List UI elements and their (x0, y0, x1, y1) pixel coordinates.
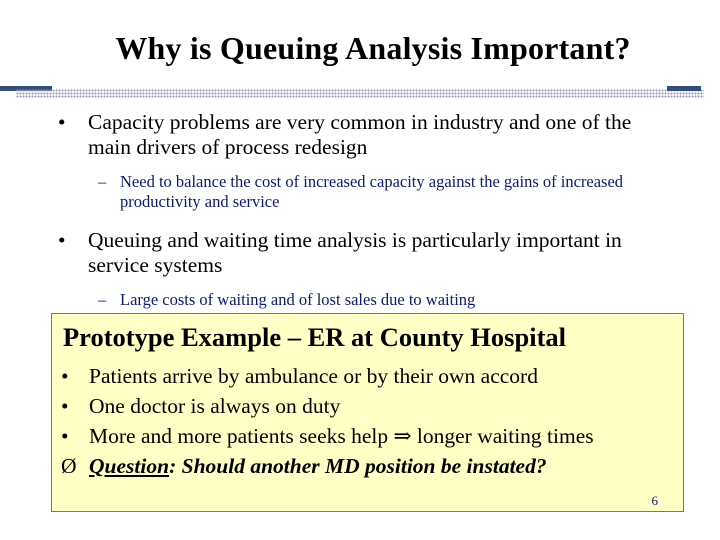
implies-arrow-icon: ⇒ (393, 424, 412, 448)
example-item-text: Patients arrive by ambulance or by their own accord (89, 364, 538, 388)
divider-dotted-line (16, 89, 704, 98)
example-item (61, 391, 681, 421)
example-bullet-list (61, 361, 681, 481)
main-bullet-list (58, 110, 678, 310)
question-item (61, 451, 681, 481)
page-number: 6 (651, 493, 658, 508)
bullet-marker: • (58, 228, 66, 252)
sub-bullet-text: Large costs of waiting and of lost sales due to waiting (120, 290, 476, 309)
sub-bullet-marker: – (98, 172, 107, 191)
example-item (61, 421, 681, 451)
bullet-item (58, 228, 678, 278)
question-text: Should another MD position be instated? (181, 454, 547, 478)
question-separator: : (169, 454, 177, 478)
slide-title: Why is Queuing Analysis Important? (115, 30, 631, 66)
example-box-title: Prototype Example – ER at County Hospital (63, 322, 567, 352)
bullet-marker: • (61, 364, 69, 388)
sub-bullet-marker: – (98, 290, 107, 309)
bullet-item (58, 110, 678, 160)
sub-bullet-item (58, 172, 678, 212)
bullet-text: Capacity problems are very common in industry and one of the main drivers of process redesign (88, 110, 632, 159)
example-item (61, 361, 681, 391)
bullet-marker: • (61, 394, 69, 418)
sub-bullet-item (58, 290, 678, 310)
title-divider (0, 84, 720, 100)
bullet-marker: • (58, 110, 66, 134)
arrow-bullet-icon: Ø (61, 454, 77, 478)
divider-bar-right (667, 86, 701, 91)
example-item-text: One doctor is always on duty (89, 394, 341, 418)
prototype-example-box (51, 313, 684, 512)
example-item-text: More and more patients seeks help (89, 424, 389, 448)
question-label: Question (89, 454, 170, 478)
sub-bullet-text: Need to balance the cost of increased capacity against the gains of increased productivity and service (120, 172, 624, 211)
bullet-marker: • (61, 424, 69, 448)
bullet-text: Queuing and waiting time analysis is particularly important in service systems (88, 228, 622, 277)
example-item-text-after: longer waiting times (416, 424, 594, 448)
